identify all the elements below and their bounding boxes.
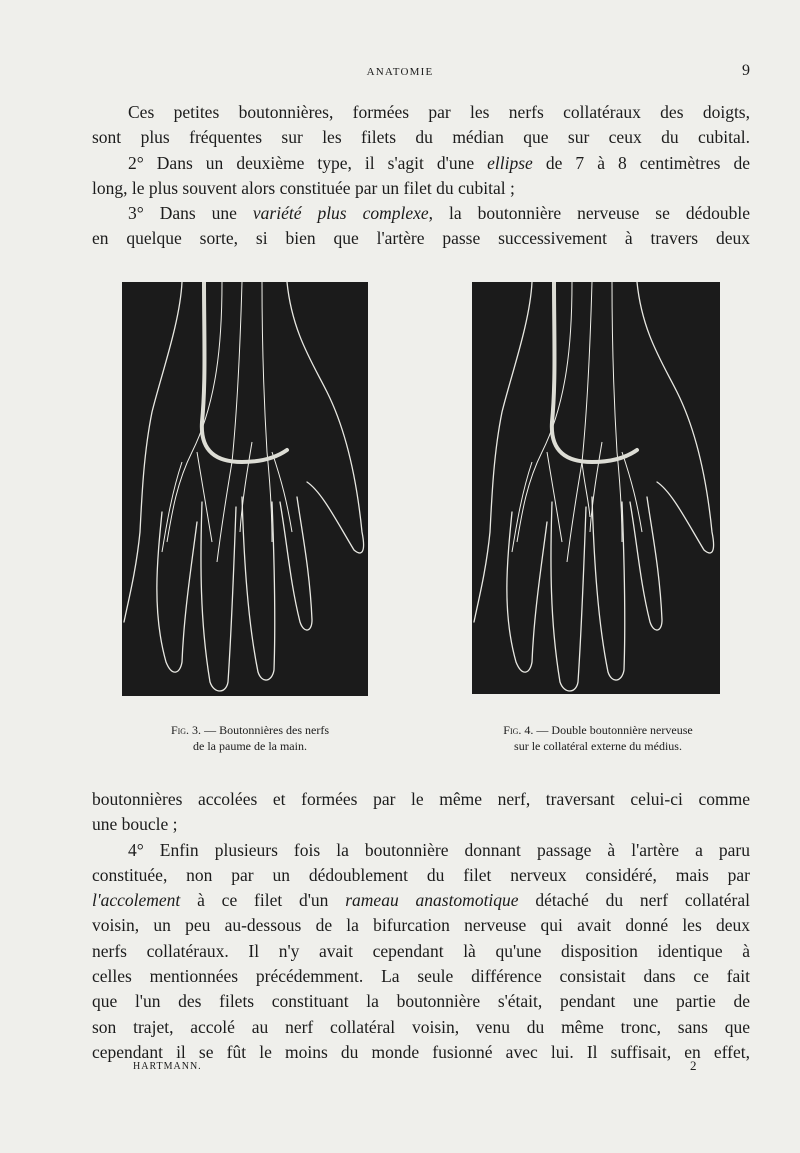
text-line: une boucle ; — [92, 814, 178, 835]
text-line: cependant il se fût le moins du monde fusionné avec lui. Il suffisait, en effet, — [92, 1041, 750, 1062]
figure-3-hand-plate — [122, 282, 368, 696]
text-line: en quelque sorte, si bien que l'artère passe successivement à travers deux — [92, 228, 750, 249]
italic-term: l'accolement — [92, 890, 181, 911]
page-number: 9 — [742, 62, 750, 79]
text-line: boutonnières accolées et formées par le même nerf, traversant celui-ci comme — [92, 789, 750, 809]
paragraph-top — [92, 100, 750, 252]
text-line: que l'un des filets constituant la boutonnière s'était, pendant une partie de — [92, 991, 750, 1012]
hand-nerve-illustration — [472, 282, 720, 694]
text-line: Ces petites boutonnières, formées par les nerfs collatéraux des doigts, — [128, 102, 750, 122]
text-line: 3° Dans une variété plus complexe, la boutonnière nerveuse se dédouble — [128, 203, 750, 224]
italic-term: ellipse — [487, 152, 533, 173]
paragraph-bottom — [92, 787, 750, 1065]
printer-signature: HARTMANN. — [133, 1061, 202, 1072]
text-line: voisin, un peu au-dessous de la bifurcation nerveuse qui avait donné les deux — [92, 915, 750, 936]
figure-3-caption: Fig. 3. — Boutonnières des nerfs de la paume de la main. — [170, 723, 330, 753]
figure-label: Fig. 3. — [170, 723, 202, 737]
italic-term: rameau anastomotique — [345, 890, 519, 911]
figure-label: Fig. 4. — [503, 723, 534, 737]
text-line: sont plus fréquentes sur les filets du médian que sur ceux du cubital. — [92, 127, 750, 148]
hand-nerve-illustration — [122, 282, 368, 696]
text-line: 4° Enfin plusieurs fois la boutonnière donnant passage à l'artère a paru — [128, 839, 750, 860]
page-header — [0, 64, 800, 84]
figure-4-hand-plate — [472, 282, 720, 694]
sheet-number: 2 — [690, 1058, 697, 1073]
text-line: constituée, non par un dédoublement du filet nerveux considéré, mais par — [92, 864, 750, 885]
text-line: nerfs collatéraux. Il n'y avait cependant là qu'une disposition identique à — [92, 940, 750, 961]
running-title: ANATOMIE — [366, 66, 434, 78]
figure-4-caption: Fig. 4. — Double boutonnière nerveuse sur le collatéral externe du médius. — [503, 723, 693, 753]
text-line: long, le plus souvent alors constituée par un filet du cubital ; — [92, 177, 515, 198]
text-line: 2° Dans un deuxième type, il s'agit d'une ellipse de 7 à 8 centimètres de — [128, 152, 750, 173]
text-line: celles mentionnées précédemment. La seule différence consistait dans ce fait — [92, 966, 750, 987]
text-line: l'accolement à ce filet d'un rameau anastomotique détaché du nerf collatéral — [92, 890, 750, 911]
text-line: son trajet, accolé au nerf collatéral voisin, venu du même tronc, sans que — [92, 1016, 750, 1037]
italic-term: variété plus complexe — [252, 203, 429, 224]
